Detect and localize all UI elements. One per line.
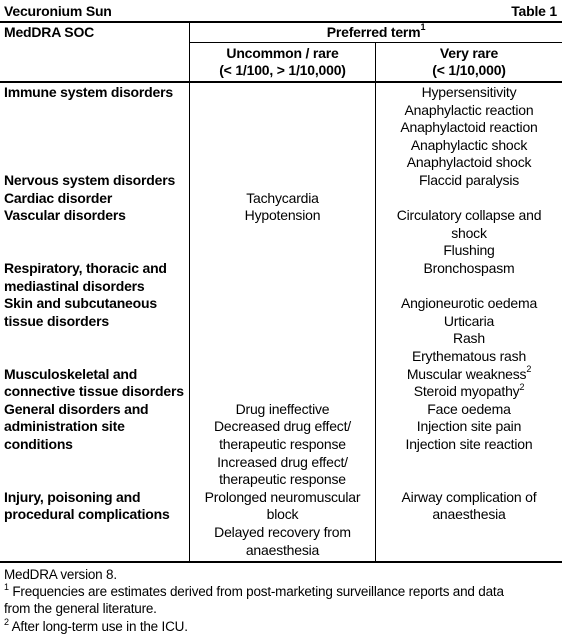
soc-skin: Skin and subcutaneous tissue disorders [4,295,157,329]
term-muscular-weakness: Muscular weakness$^2$ [406,363,532,382]
top-rule [0,21,562,23]
term-face-oedema: Face oedema [427,400,511,417]
term-rash: Rash [453,330,485,347]
document-title: Vecuronium Sun [4,3,112,19]
term-circulatory-collapse: Circulatory collapse and shock [396,207,542,241]
footnote-1: $^1$ Frequencies are estimates derived from post-marketing surveillance reports and data from the general literature. [4,581,504,616]
term-erythematous-rash: Erythematous rash [411,348,527,364]
term-prolonged-block: Prolonged neuromuscular block [204,488,361,523]
term-anaphylactoid-reaction: Anaphylactoid reaction [400,119,538,136]
term-increased-drug-effect: Increased drug effect/ therapeutic response [217,453,348,488]
header-divider [190,42,562,43]
term-drug-ineffective: Drug ineffective [235,400,330,417]
term-tachycardia: Tachycardia [246,189,319,206]
term-angioneurotic-oedema: Angioneurotic oedema [400,295,538,312]
title-bar [0,0,562,20]
soc-injury: Injury, poisoning and procedural complications [4,488,170,523]
table-number: Table 1 [511,3,557,19]
term-urticaria: Urticaria [443,312,495,329]
soc-vascular: Vascular disorders [4,207,126,224]
term-steroid-myopathy: Steroid myopathy$^2$ [413,381,525,400]
term-bronchospasm: Bronchospasm [423,260,515,276]
soc-musculoskeletal: Musculoskeletal and connective tissue disorders [4,365,184,400]
table-bottom-rule [0,561,562,563]
header-bottom-rule [0,81,562,83]
term-injection-site-reaction: Injection site reaction [405,436,533,452]
header-preferred-term: Preferred term$^1$ [326,22,426,40]
term-flaccid-paralysis: Flaccid paralysis [418,172,520,188]
header-soc: MedDRA SOC [4,24,95,40]
header-uncommon: Uncommon / rare (< 1/100, > 1/10,000) [219,45,346,78]
soc-immune: Immune system disorders [4,84,173,100]
term-delayed-recovery: Delayed recovery from anaesthesia [214,524,351,558]
footnote-version: MedDRA version 8. [4,567,117,582]
soc-nervous: Nervous system disorders [4,172,176,188]
soc-general: General disorders and administration site conditions [4,400,149,452]
soc-respiratory: Respiratory, thoracic and mediastinal disorders [4,260,167,294]
term-airway-complication: Airway complication of anaesthesia [401,488,537,523]
footnote-2: $^2$ After long-term use in the ICU. [4,616,188,634]
header-very-rare: Very rare (< 1/10,000) [432,45,506,78]
term-hypotension: Hypotension [244,207,321,224]
term-flushing: Flushing [443,242,495,259]
term-hypersensitivity: Hypersensitivity [421,84,517,100]
term-anaphylactic-reaction: Anaphylactic reaction [404,101,534,118]
term-injection-site-pain: Injection site pain [416,418,522,435]
term-anaphylactic-shock: Anaphylactic shock [410,136,528,153]
soc-cardiac: Cardiac disorder [4,189,113,206]
term-anaphylactoid-shock: Anaphylactoid shock [406,154,532,171]
term-decreased-drug-effect: Decreased drug effect/ therapeutic response [214,418,351,452]
